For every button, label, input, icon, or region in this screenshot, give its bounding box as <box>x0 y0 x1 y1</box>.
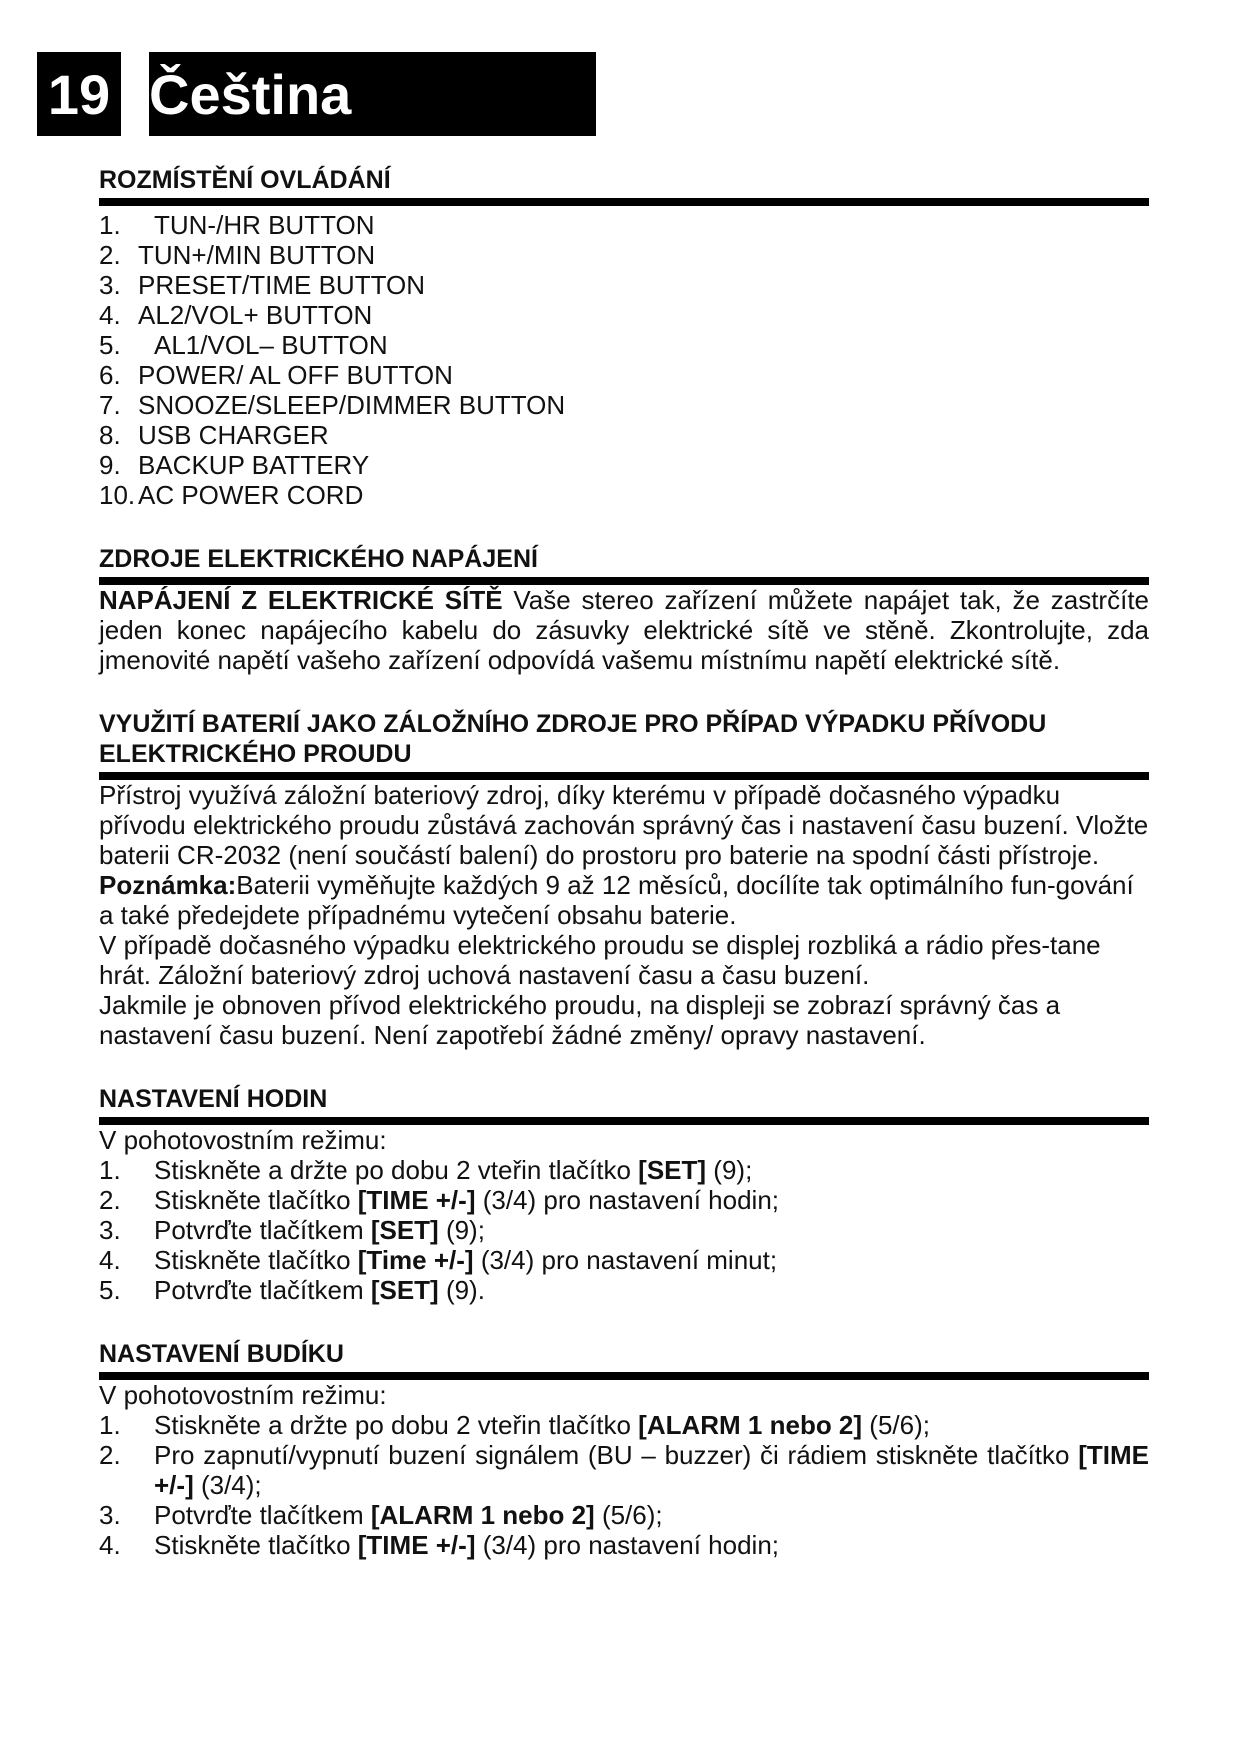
list-item: 4. AL2/VOL+ BUTTON <box>99 300 373 330</box>
controls-heading: ROZMÍSTĚNÍ OVLÁDÁNÍ <box>99 165 1149 206</box>
clock-heading: NASTAVENÍ HODIN <box>99 1084 1149 1125</box>
power-heading: ZDROJE ELEKTRICKÉHO NAPÁJENÍ <box>99 544 1149 585</box>
battery-paragraph: Jakmile je obnoven přívod elektrického proudu, na displeji se zobrazí správný čas a nastavení času buzení. Není zapotřebí žádné změny/ opravy nastavení. <box>99 990 1061 1050</box>
page-number: 19 <box>37 52 121 136</box>
battery-note: Poznámka:Baterii vyměňujte každých 9 až 12 měsíců, docílíte tak optimálního fun-gování a také předejdete případnému vytečení obsahu baterie. <box>99 870 1134 930</box>
battery-section <box>99 709 1149 1050</box>
language-title: Čeština <box>149 52 596 136</box>
list-item: 7. SNOOZE/SLEEP/DIMMER BUTTON <box>99 390 566 420</box>
list-item: 6. POWER/ AL OFF BUTTON <box>99 360 453 390</box>
list-item: 3. Potvrďte tlačítkem [ALARM 1 nebo 2] (5/6); <box>99 1500 663 1530</box>
list-item: 1. Stiskněte a držte po dobu 2 vteřin tlačítko [ALARM 1 nebo 2] (5/6); <box>99 1410 930 1440</box>
note-label: Poznámka: <box>99 870 237 900</box>
list-item: 2. Stiskněte tlačítko [TIME +/-] (3/4) pro nastavení hodin; <box>99 1185 780 1215</box>
controls-section <box>99 165 1149 510</box>
list-item: 2. TUN+/MIN BUTTON <box>99 240 376 270</box>
list-item: 5. Potvrďte tlačítkem [SET] (9). <box>99 1275 485 1305</box>
battery-paragraph: V případě dočasného výpadku elektrického proudu se displej rozbliká a rádio přes-tane hrát. Záložní bateriový zdroj uchová nastavení času a času buzení. <box>99 930 1101 990</box>
list-item: 3. Potvrďte tlačítkem [SET] (9); <box>99 1215 485 1245</box>
alarm-section <box>99 1339 1149 1560</box>
clock-intro: V pohotovostním režimu: <box>99 1125 387 1155</box>
power-lead: NAPÁJENÍ Z ELEKTRICKÉ SÍTĚ <box>99 585 503 615</box>
list-item: 4. Stiskněte tlačítko [Time +/-] (3/4) pro nastavení minut; <box>99 1245 778 1275</box>
list-item: 9. BACKUP BATTERY <box>99 450 370 480</box>
clock-steps <box>99 1155 1149 1305</box>
list-item: 4. Stiskněte tlačítko [TIME +/-] (3/4) pro nastavení hodin; <box>99 1530 780 1560</box>
power-section <box>99 544 1149 675</box>
battery-heading: VYUŽITÍ BATERIÍ JAKO ZÁLOŽNÍHO ZDROJE PRO PŘÍPAD VÝPADKU PŘÍVODU ELEKTRICKÉHO PROUDU <box>99 709 1149 780</box>
list-item: 1. TUN-/HR BUTTON <box>99 210 375 240</box>
list-item: 10. AC POWER CORD <box>99 480 364 510</box>
manual-content <box>99 165 1149 1594</box>
clock-section <box>99 1084 1149 1305</box>
controls-list <box>99 210 1149 510</box>
list-item: 2. Pro zapnutí/vypnutí buzení signálem (BU – buzzer) či rádiem stiskněte tlačítko [TIME +/-] (3/4); <box>99 1440 1149 1500</box>
list-item: 5. AL1/VOL– BUTTON <box>99 330 388 360</box>
battery-paragraph: Přístroj využívá záložní bateriový zdroj, díky kterému v případě dočasného výpadku přívodu elektrického proudu zůstává zachován správný čas i nastavení času buzení. Vložte baterii CR-2032 (není součástí balení) do prostoru pro baterie na spodní části přístroje. <box>99 780 1149 870</box>
alarm-steps <box>99 1410 1149 1560</box>
list-item: 8. USB CHARGER <box>99 420 329 450</box>
power-paragraph: NAPÁJENÍ Z ELEKTRICKÉ SÍTĚ Vaše stereo zařízení můžete napájet tak, že zastrčíte jeden konec napájecího kabelu do zásuvky elektrické sítě ve stěně. Zkontrolujte, zda jmenovité napětí vašeho zařízení odpovídá vašemu místnímu napětí elektrické sítě. <box>99 585 1149 675</box>
list-item: 3. PRESET/TIME BUTTON <box>99 270 425 300</box>
list-item: 1. Stiskněte a držte po dobu 2 vteřin tlačítko [SET] (9); <box>99 1155 753 1185</box>
alarm-intro: V pohotovostním režimu: <box>99 1380 387 1410</box>
alarm-heading: NASTAVENÍ BUDÍKU <box>99 1339 1149 1380</box>
